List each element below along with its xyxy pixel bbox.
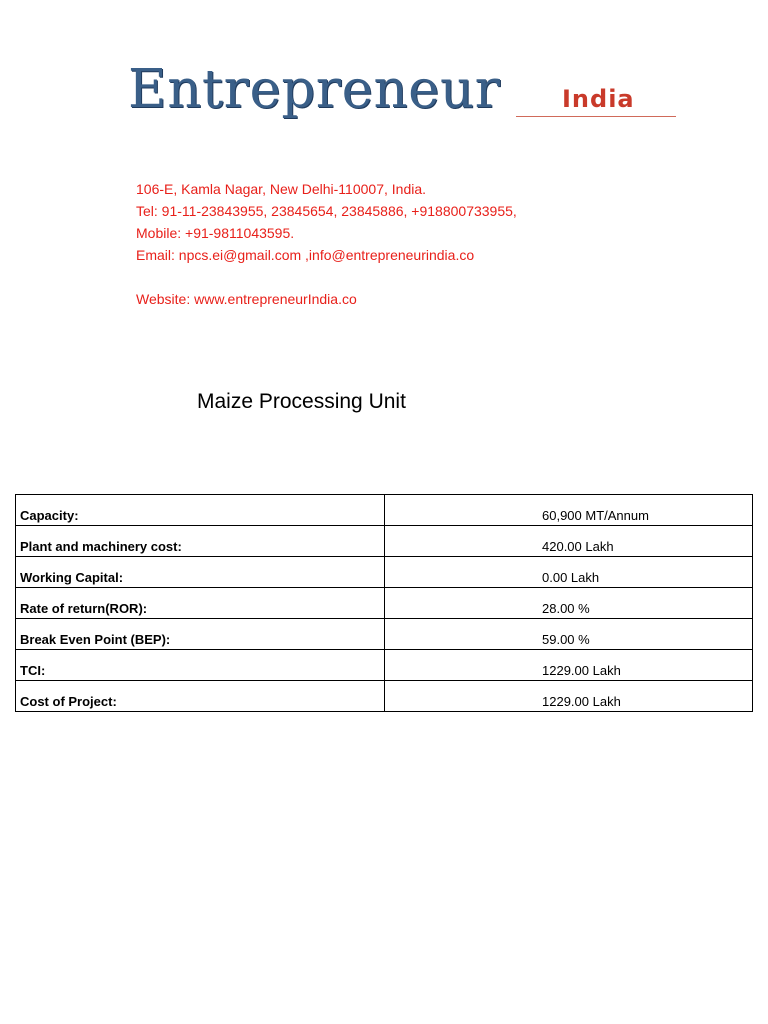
row-label: Cost of Project: bbox=[16, 681, 385, 712]
row-value: 1229.00 Lakh bbox=[385, 650, 753, 681]
company-logo bbox=[128, 58, 688, 128]
row-value: 59.00 % bbox=[385, 619, 753, 650]
table-row bbox=[16, 681, 753, 712]
contact-email: Email: npcs.ei@gmail.com ,info@entrepreneurindia.co bbox=[136, 247, 475, 263]
logo-subtitle: India bbox=[562, 85, 635, 113]
logo-wordmark: Entrepreneur bbox=[128, 59, 501, 120]
contact-tel: Tel: 91-11-23843955, 23845654, 23845886, +918800733955, bbox=[136, 203, 517, 219]
table-row bbox=[16, 650, 753, 681]
contact-website: Website: www.entrepreneurIndia.co bbox=[136, 291, 357, 307]
table-row bbox=[16, 588, 753, 619]
row-label: Plant and machinery cost: bbox=[16, 526, 385, 557]
row-label: Working Capital: bbox=[16, 557, 385, 588]
contact-spacer bbox=[136, 266, 517, 288]
document-title: Maize Processing Unit bbox=[197, 390, 406, 413]
row-value: 60,900 MT/Annum bbox=[385, 495, 753, 526]
row-value: 420.00 Lakh bbox=[385, 526, 753, 557]
table-row bbox=[16, 557, 753, 588]
table-row bbox=[16, 619, 753, 650]
project-summary-table bbox=[15, 494, 753, 712]
row-label: Capacity: bbox=[16, 495, 385, 526]
row-value: 0.00 Lakh bbox=[385, 557, 753, 588]
row-value: 28.00 % bbox=[385, 588, 753, 619]
table-row bbox=[16, 526, 753, 557]
table-row bbox=[16, 495, 753, 526]
contact-address: 106-E, Kamla Nagar, New Delhi-110007, India. bbox=[136, 181, 427, 197]
contact-block bbox=[136, 178, 517, 310]
row-label: Break Even Point (BEP): bbox=[16, 619, 385, 650]
row-label: TCI: bbox=[16, 650, 385, 681]
row-label: Rate of return(ROR): bbox=[16, 588, 385, 619]
logo-underline bbox=[516, 116, 676, 117]
contact-mobile: Mobile: +91-9811043595. bbox=[136, 225, 295, 241]
row-value: 1229.00 Lakh bbox=[385, 681, 753, 712]
